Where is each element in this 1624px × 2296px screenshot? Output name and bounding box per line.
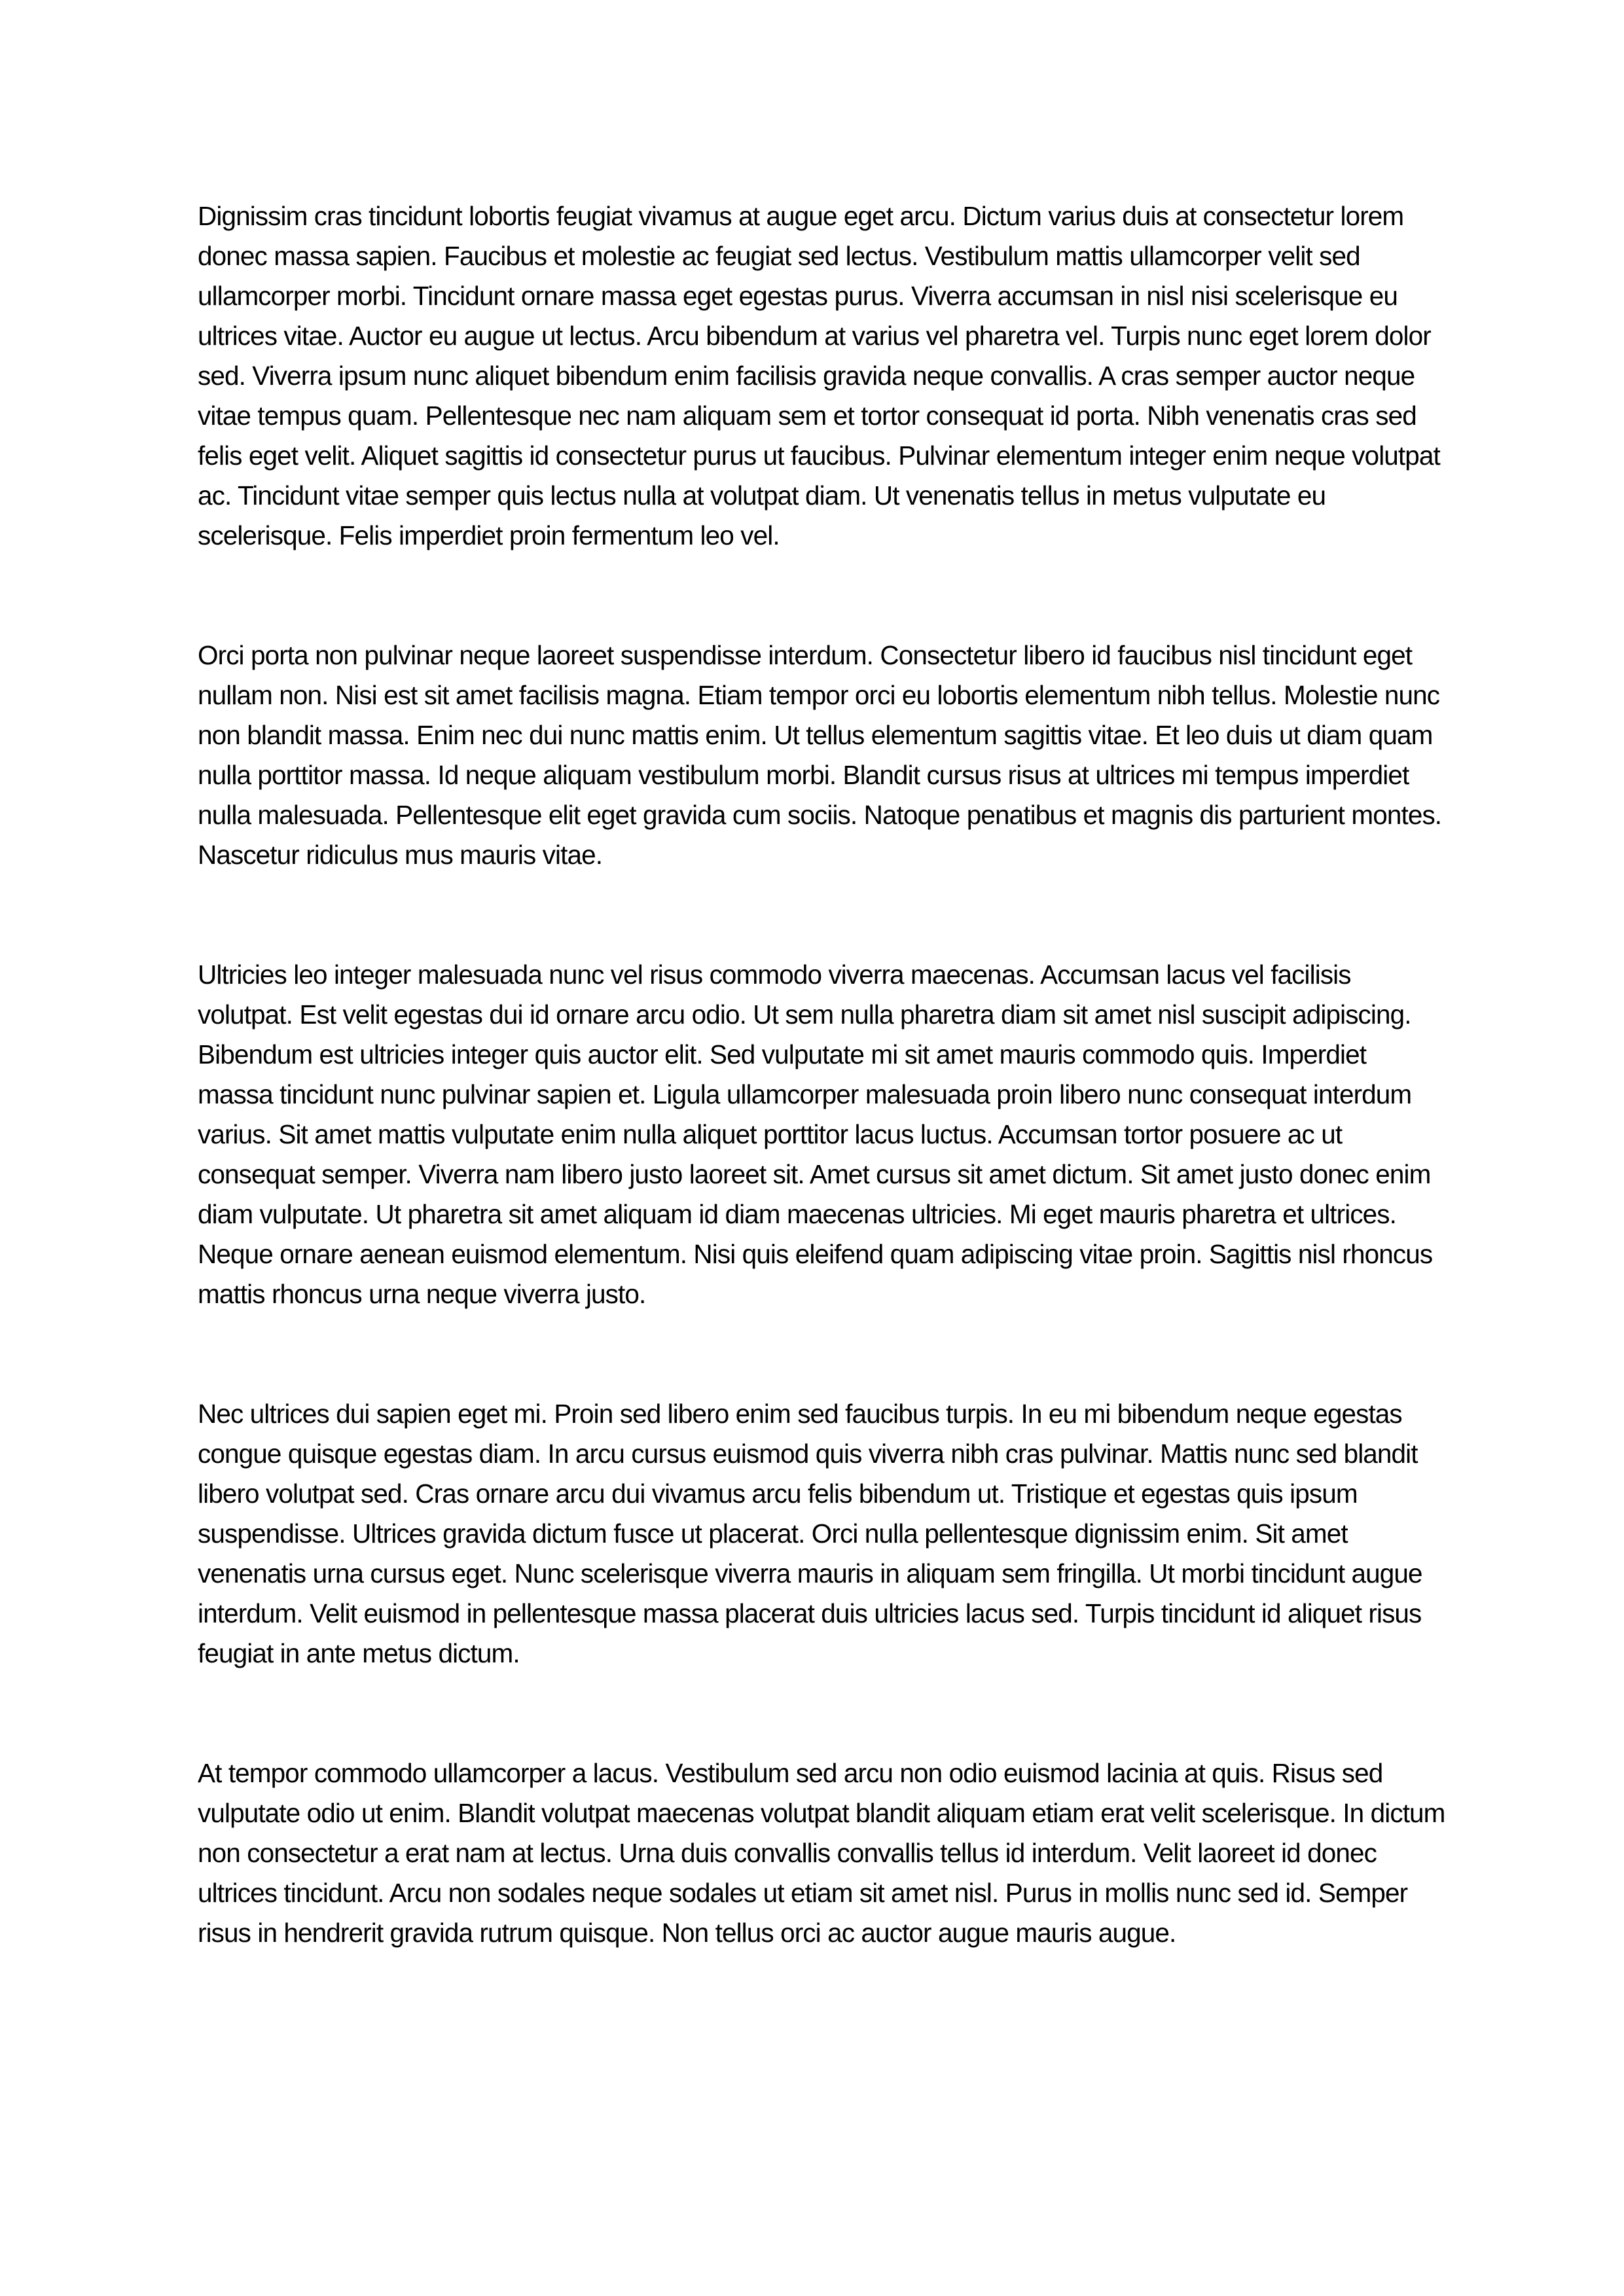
paragraph-1: Dignissim cras tincidunt lobortis feugiat vivamus at augue eget arcu. Dictum varius duis at consectetur lorem donec massa sapien. Faucibus et molestie ac feugiat sed lectus. Vestibulum mattis ullamcorper velit sed ullamcorper morbi. Tincidunt ornare massa eget egestas purus. Viverra accumsan in nisl nisi scelerisque eu ultrices vitae. Auctor eu augue ut lectus. Arcu bibendum at varius vel pharetra vel. Turpis nunc eget lorem dolor sed. Viverra ipsum nunc aliquet bibendum enim facilisis gravida neque convallis. A cras semper auctor neque vitae tempus quam. Pellentesque nec nam aliquam sem et tortor consequat id porta. Nibh venenatis cras sed felis eget velit. Aliquet sagittis id consectetur purus ut faucibus. Pulvinar elementum integer enim neque volutpat ac. Tincidunt vitae semper quis lectus nulla at volutpat diam. Ut venenatis tellus in metus vulputate eu scelerisque. Felis imperdiet proin fermentum leo vel. xyxy=(198,201,1440,550)
paragraph-5: At tempor commodo ullamcorper a lacus. Vestibulum sed arcu non odio euismod lacinia at quis. Risus sed vulputate odio ut enim. Blandit volutpat maecenas volutpat blandit aliquam etiam erat velit scelerisque. In dictum non consectetur a erat nam at lectus. Urna duis convallis convallis tellus id interdum. Velit laoreet id donec ultrices tincidunt. Arcu non sodales neque sodales ut etiam sit amet nisl. Purus in mollis nunc sed id. Semper risus in hendrerit gravida rutrum quisque. Non tellus orci ac auctor augue mauris augue. xyxy=(198,1758,1445,1948)
paragraph-3: Ultricies leo integer malesuada nunc vel risus commodo viverra maecenas. Accumsan lacus vel facilisis volutpat. Est velit egestas dui id ornare arcu odio. Ut sem nulla pharetra diam sit amet nisl suscipit adipiscing. Bibendum est ultricies integer quis auctor elit. Sed vulputate mi sit amet mauris commodo quis. Imperdiet massa tincidunt nunc pulvinar sapien et. Ligula ullamcorper malesuada proin libero nunc consequat interdum varius. Sit amet mattis vulputate enim nulla aliquet porttitor lacus luctus. Accumsan tortor posuere ac ut consequat semper. Viverra nam libero justo laoreet sit. Amet cursus sit amet dictum. Sit amet justo donec enim diam vulputate. Ut pharetra sit amet aliquam id diam maecenas ultricies. Mi eget mauris pharetra et ultrices. Neque ornare aenean euismod elementum. Nisi quis eleifend quam adipiscing vitae proin. Sagittis nisl rhoncus mattis rhoncus urna neque viverra justo. xyxy=(198,960,1433,1309)
document-body xyxy=(198,196,1448,1953)
paragraph-4: Nec ultrices dui sapien eget mi. Proin sed libero enim sed faucibus turpis. In eu mi bibendum neque egestas congue quisque egestas diam. In arcu cursus euismod quis viverra nibh cras pulvinar. Mattis nunc sed blandit libero volutpat sed. Cras ornare arcu dui vivamus arcu felis bibendum ut. Tristique et egestas quis ipsum suspendisse. Ultrices gravida dictum fusce ut placerat. Orci nulla pellentesque dignissim enim. Sit amet venenatis urna cursus eget. Nunc scelerisque viverra mauris in aliquam sem fringilla. Ut morbi tincidunt augue interdum. Velit euismod in pellentesque massa placerat duis ultricies lacus sed. Turpis tincidunt id aliquet risus feugiat in ante metus dictum. xyxy=(198,1399,1422,1668)
paragraph-2: Orci porta non pulvinar neque laoreet suspendisse interdum. Consectetur libero id faucibus nisl tincidunt eget nullam non. Nisi est sit amet facilisis magna. Etiam tempor orci eu lobortis elementum nibh tellus. Molestie nunc non blandit massa. Enim nec dui nunc mattis enim. Ut tellus elementum sagittis vitae. Et leo duis ut diam quam nulla porttitor massa. Id neque aliquam vestibulum morbi. Blandit cursus risus at ultrices mi tempus imperdiet nulla malesuada. Pellentesque elit eget gravida cum sociis. Natoque penatibus et magnis dis parturient montes. Nascetur ridiculus mus mauris vitae. xyxy=(198,640,1442,870)
